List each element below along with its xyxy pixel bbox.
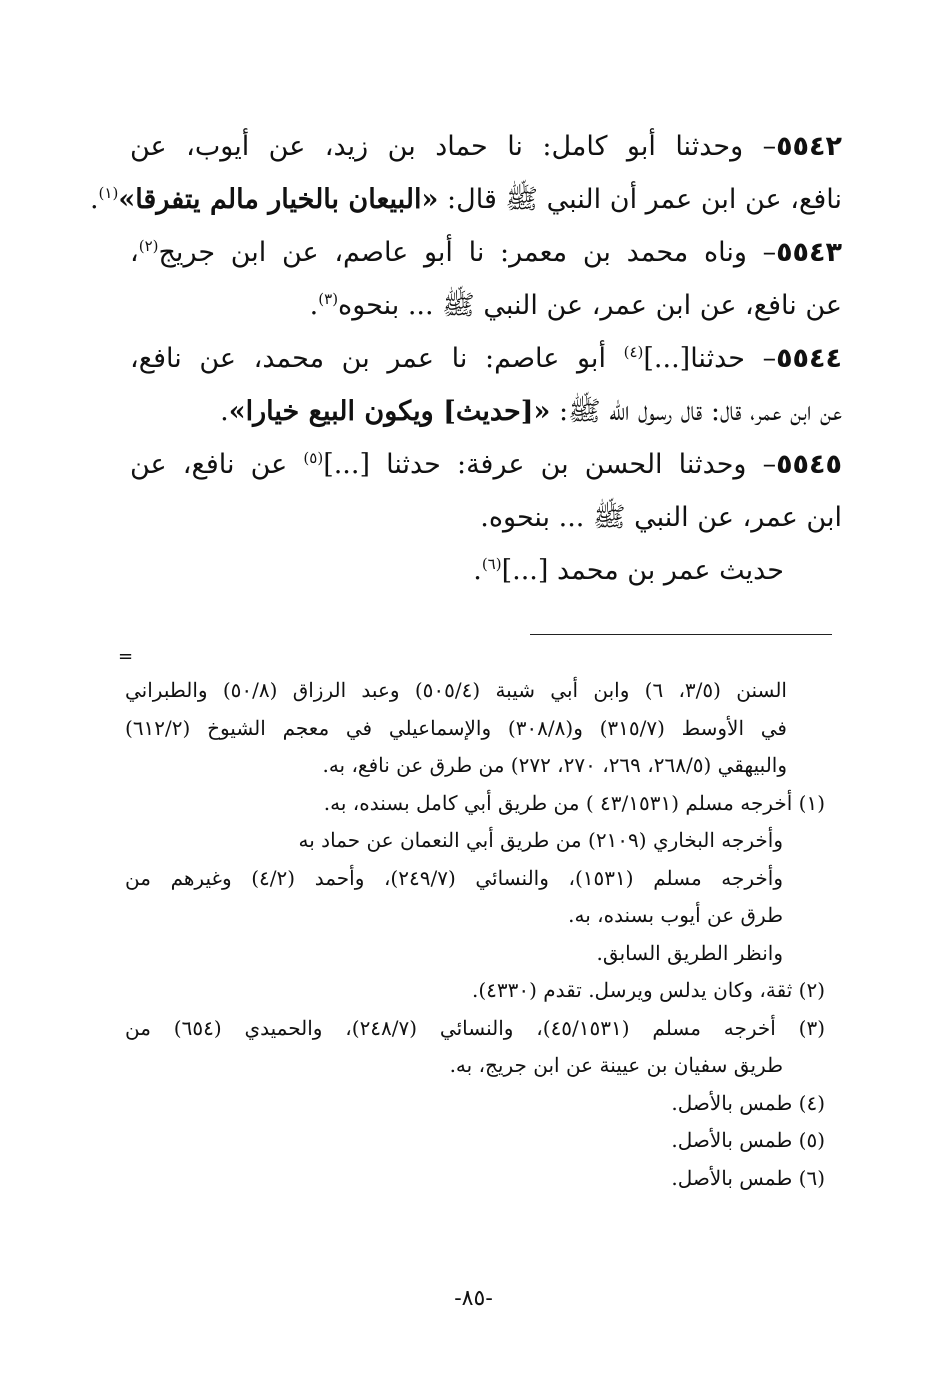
hadith-quote: «[حديث] ويكون البيع خيارا» xyxy=(228,396,551,427)
footnote-ref: (٦) xyxy=(481,555,502,573)
footnote-3-line: طريق سفيان بن عيينة عن ابن جريج، به. xyxy=(449,1053,783,1077)
continuation-mark: = xyxy=(118,646,134,667)
footnote-1-line: طرق عن أيوب بسنده، به. xyxy=(568,903,783,927)
hadith-text: . xyxy=(220,396,229,427)
footnote-4: (٤) طمس بالأصل. xyxy=(671,1090,825,1115)
hadith-5542-line-1 xyxy=(130,120,842,173)
hadith-text: عن نافع، عن ابن عمر، عن النبي ﷺ ... بنحوه xyxy=(338,290,842,321)
footnote-1-line: وانظر الطريق السابق. xyxy=(596,940,783,965)
hadith-text: . xyxy=(89,184,99,215)
hadith-text: عن نافع، عن xyxy=(130,449,304,480)
hadith-5543-line-2 xyxy=(130,279,842,332)
hadith-text: – وحدثنا أبو كامل: نا حماد بن زيد، عن أيوب، عن xyxy=(130,131,777,162)
footnote-2: (٢) ثقة، وكان يدلس ويرسل. تقدم (٤٣٣٠). xyxy=(471,978,825,1002)
hadith-5543-line-1 xyxy=(130,226,842,279)
footnote-continued-line: والبيهقي (٢٦٨/٥، ٢٦٩، ٢٧٠، ٢٧٢) من طرق عن نافع، به. xyxy=(322,753,787,777)
hadith-5545-line-1 xyxy=(130,438,842,491)
hadith-text: . xyxy=(309,290,319,321)
hadith-5545-line-2 xyxy=(130,491,842,544)
footnote-ref: (٤) xyxy=(623,343,644,361)
hadith-text: – وحدثنا الحسن بن عرفة: حدثنا [...] xyxy=(323,449,777,480)
page-number: -٨٥- xyxy=(454,1286,493,1311)
hadith-text: ، xyxy=(130,237,139,268)
footnote-1-line: وأخرجه البخاري (٢١٠٩) من طريق أبي النعمان عن حماد به xyxy=(298,828,783,852)
hadith-text: – حدثنا[...] xyxy=(643,343,777,374)
hadith-text: أبو عاصم: نا عمر بن محمد، عن نافع، xyxy=(130,343,624,374)
footnotes xyxy=(125,672,825,1197)
hadith-number: ٥٥٤٥ xyxy=(776,449,842,480)
footnote-3: (٣) أخرجه مسلم (٤٥/١٥٣١)، والنسائي (٢٤٨/٧)، والحميدي (٦٥٤) من xyxy=(125,1015,825,1040)
footnote-divider xyxy=(530,634,832,635)
hadith-text: عن ابن عمر، قال: قال رسول الله ﷺ: xyxy=(550,396,842,427)
footnote-1-line: وأخرجه مسلم (١٥٣١)، والنسائي (٢٤٩/٧)، وأحمد (٤/٢) وغيرهم من xyxy=(125,865,784,890)
hadith-number: ٥٥٤٢ xyxy=(776,131,842,162)
footnote-continued-line: في الأوسط (٣١٥/٧) و(٣٠٨/٨) والإسماعيلي في معجم الشيوخ (٦١٢/٢) xyxy=(125,715,787,740)
closing-line xyxy=(130,544,842,597)
main-text xyxy=(89,120,842,597)
footnote-1: (١) أخرجه مسلم (٤٣/١٥٣١ ) من طريق أبي كامل بسنده، به. xyxy=(323,790,825,815)
hadith-text: ابن عمر، عن النبي ﷺ ... بنحوه. xyxy=(480,502,842,533)
footnote-continued-line: السنن (٣/٥، ٦) وابن أبي شيبة (٥٠٥/٤) وعبد الرزاق (٥٠/٨) والطبراني xyxy=(125,678,787,702)
footnote-6: (٦) طمس بالأصل. xyxy=(671,1165,825,1190)
footnote-ref: (٣) xyxy=(318,290,339,308)
hadith-number: ٥٥٤٤ xyxy=(776,343,842,374)
hadith-text: – وناه محمد بن معمر: نا أبو عاصم، عن ابن جريج xyxy=(158,237,777,268)
hadith-5544-line-2 xyxy=(130,385,842,438)
hadith-5542-line-2 xyxy=(89,173,842,226)
hadith-text: حديث عمر بن محمد [...] xyxy=(501,555,784,586)
hadith-5544-line-1 xyxy=(130,332,842,385)
hadith-text: نافع، عن ابن عمر أن النبي ﷺ قال: xyxy=(438,184,842,215)
hadith-quote: «البيعان بالخيار مالم يتفرقا» xyxy=(118,184,439,215)
hadith-text: . xyxy=(473,555,482,586)
footnote-ref: (١) xyxy=(98,184,119,202)
footnote-ref: (٥) xyxy=(303,449,324,467)
hadith-number: ٥٥٤٣ xyxy=(776,237,842,268)
footnote-ref: (٢) xyxy=(138,237,159,255)
footnote-5: (٥) طمس بالأصل. xyxy=(671,1128,825,1152)
